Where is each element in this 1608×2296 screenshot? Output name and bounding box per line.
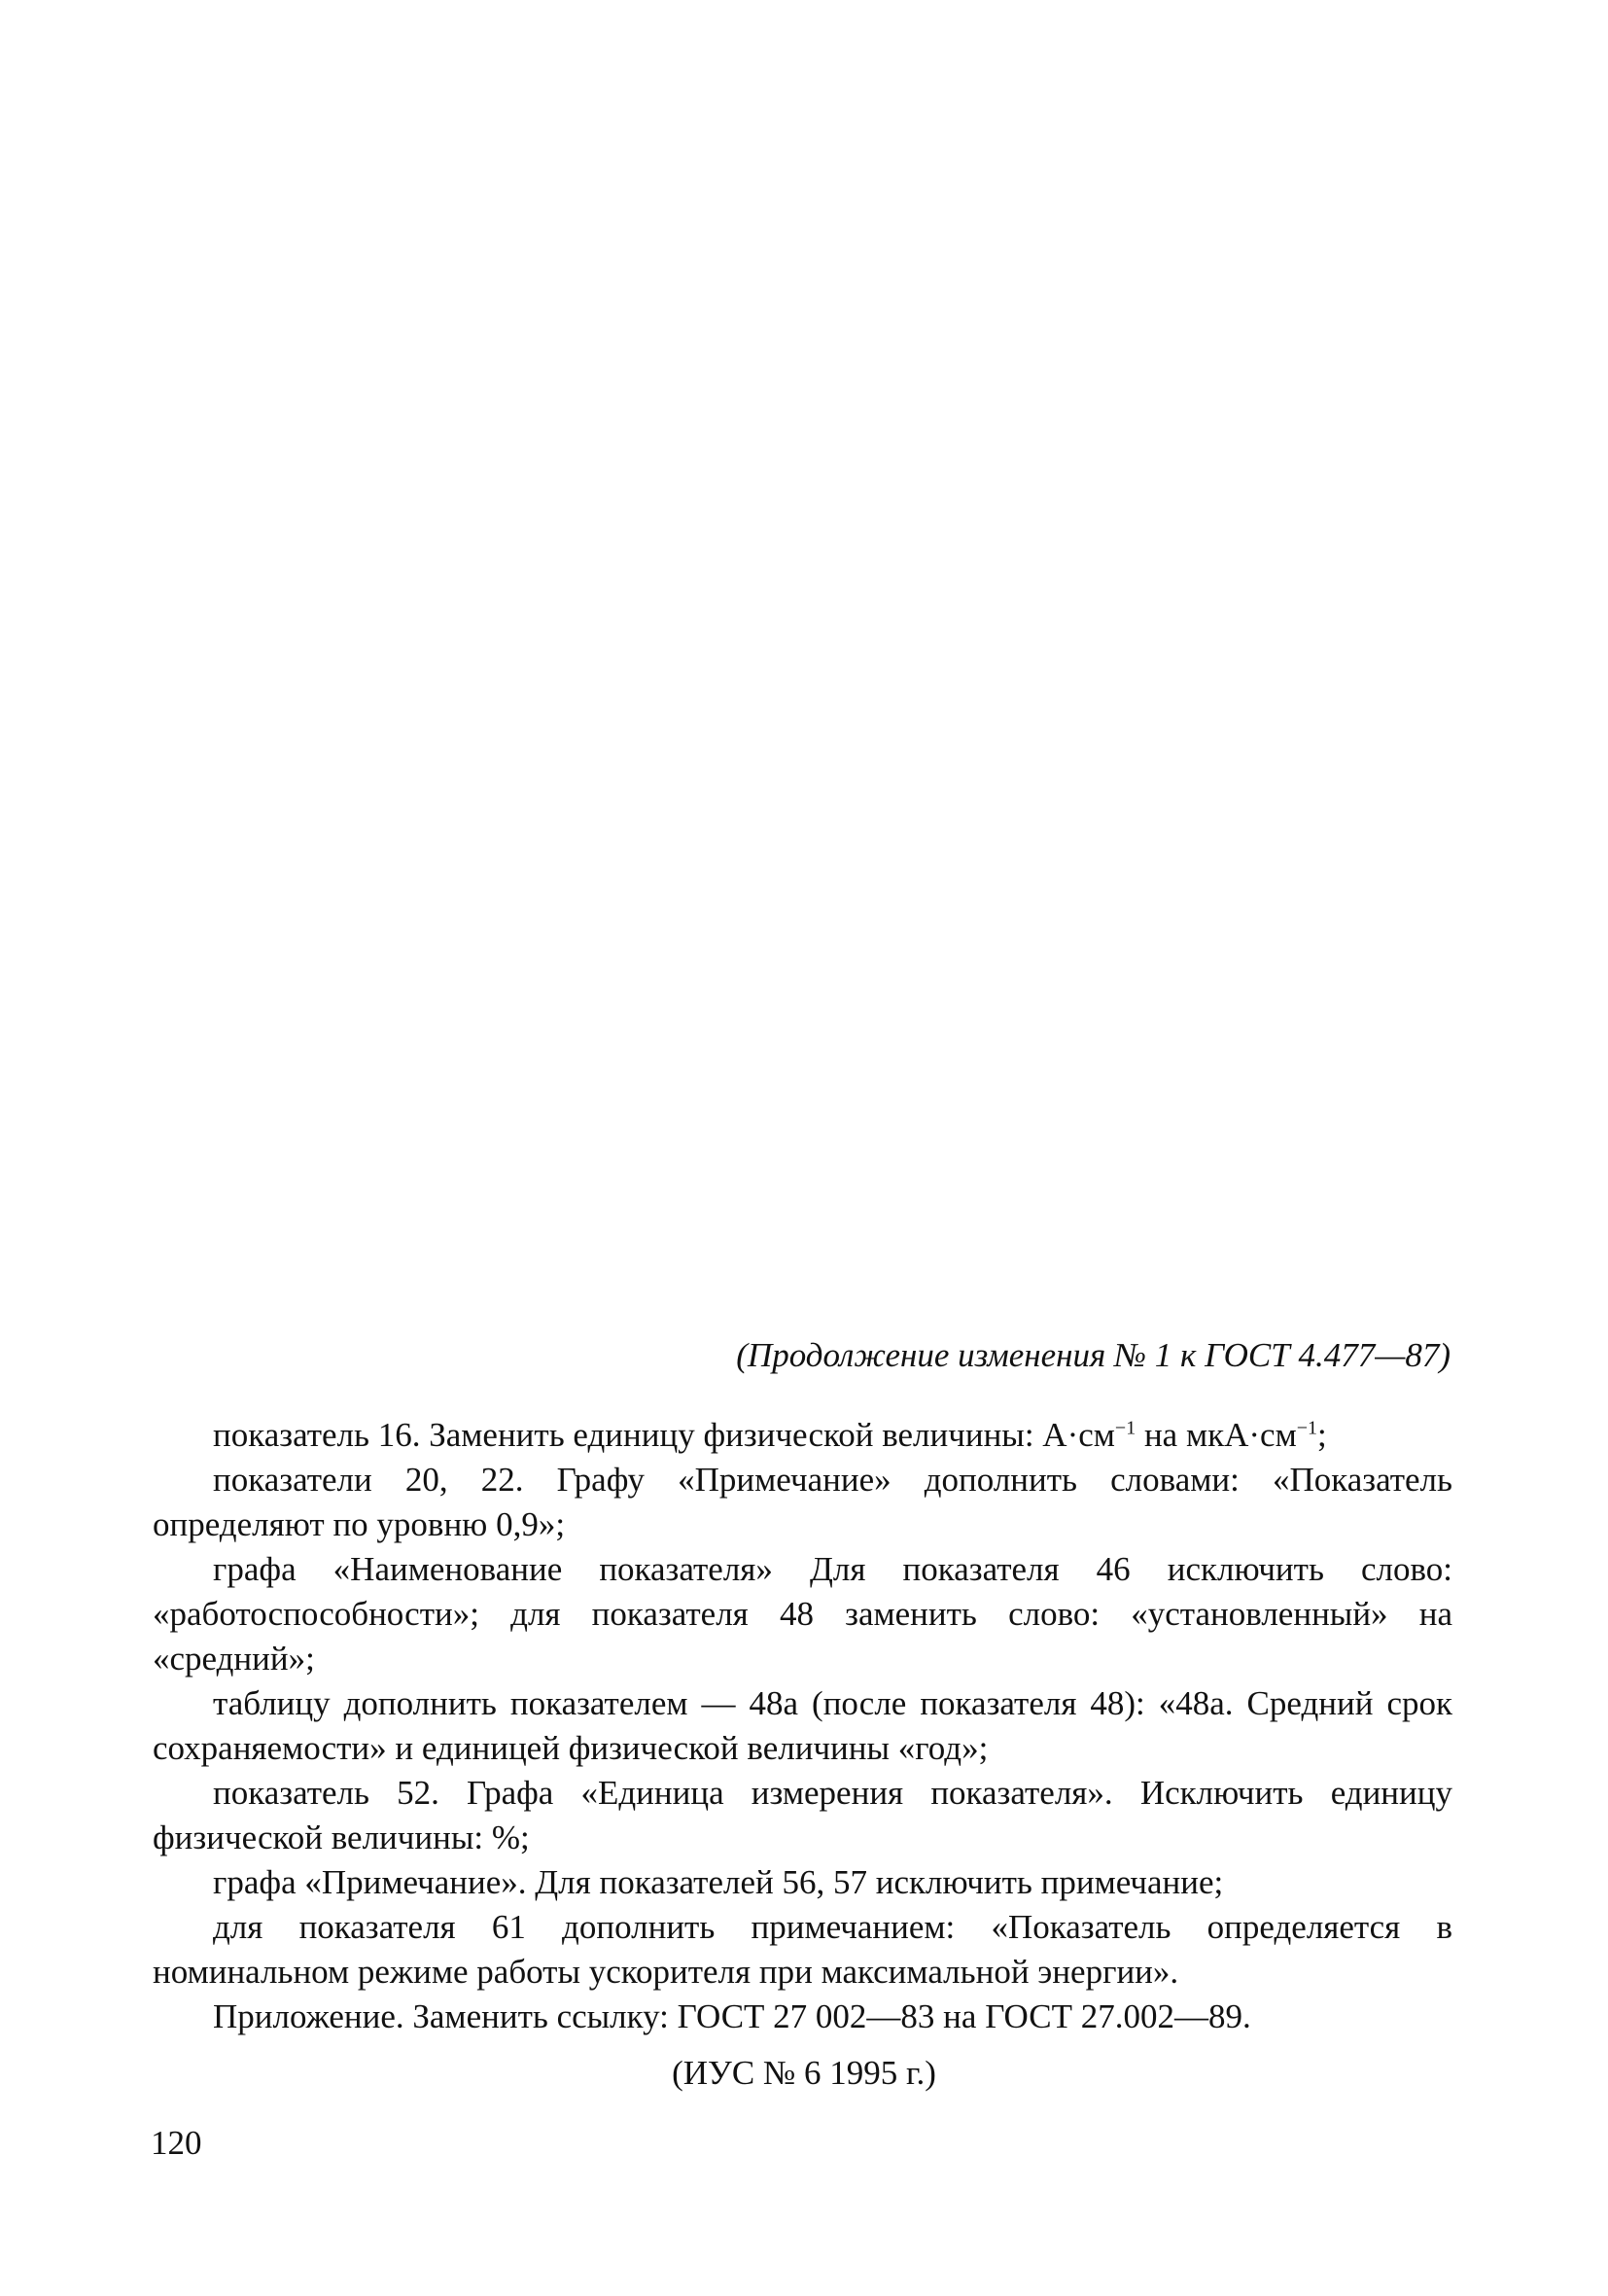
source-reference: (ИУС № 6 1995 г.): [672, 2054, 936, 2092]
paragraph-note-column: графа «Примечание». Для показателей 56, 57 исключить примечание;: [213, 1863, 1224, 1901]
amendment-text: [153, 1413, 1452, 2039]
paragraph-indicator-48a: таблицу дополнить показателем — 48а (после показателя 48): «48а. Средний срок сохраняемости» и единицей физической величины «год»;: [153, 1684, 1452, 1767]
paragraph-appendix: Приложение. Заменить ссылку: ГОСТ 27 002—83 на ГОСТ 27.002—89.: [213, 1997, 1251, 2035]
page-number: 120: [151, 2124, 202, 2162]
paragraph-name-column: графа «Наименование показателя» Для показателя 46 исключить слово: «работоспособности»; для показателя 48 заменить слово: «установленный» на «средний»;: [153, 1550, 1452, 1678]
paragraph-indicators-20-22: показатели 20, 22. Графу «Примечание» дополнить словами: «Показатель определяют по уровню 0,9»;: [153, 1461, 1452, 1543]
continuation-heading: (Продолжение изменения № 1 к ГОСТ 4.477—87): [736, 1336, 1451, 1374]
paragraph-indicator-16: показатель 16. Заменить единицу физической величины: $А\cdot см^{-1}$ на $мкА\cdot см^{-1}$;: [213, 1416, 1327, 1454]
paragraph-indicator-61: для показателя 61 дополнить примечанием: «Показатель определяется в номинальном режиме работы ускорителя при максимальной энергии».: [153, 1908, 1452, 1991]
paragraph-indicator-52: показатель 52. Графа «Единица измерения показателя». Исключить единицу физической величины: %;: [153, 1774, 1452, 1856]
